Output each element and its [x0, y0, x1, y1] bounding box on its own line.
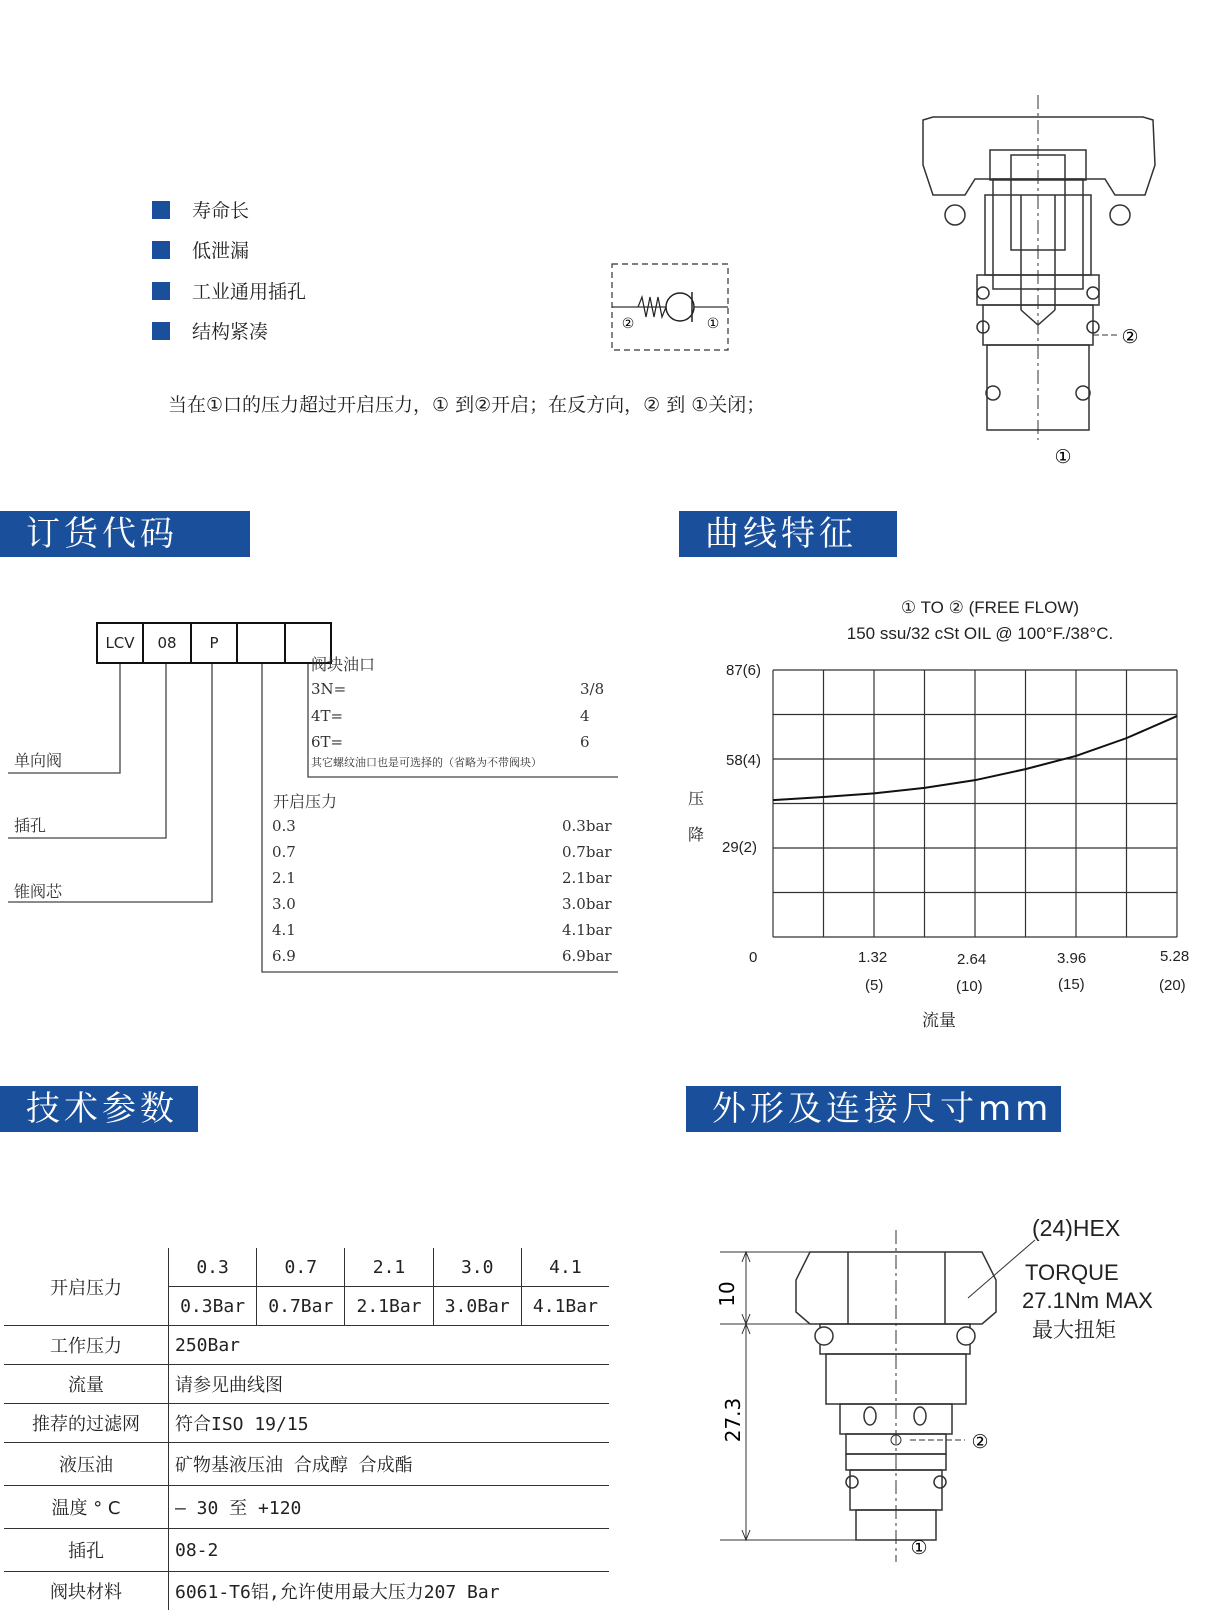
x-tick-label: 1.32	[858, 949, 888, 966]
table-row	[4, 1326, 609, 1365]
table-row	[4, 1248, 609, 1287]
cracking-value: 0.3bar	[562, 817, 612, 835]
param-value: 08-2	[169, 1529, 610, 1572]
x-tick-label: 0	[749, 949, 758, 966]
table-row	[4, 1443, 609, 1486]
x-tick-alt: (20)	[1159, 977, 1186, 994]
label-poppet: 锥阀芯	[14, 882, 63, 901]
bullet-icon	[152, 282, 170, 300]
block-port-code: 4T=	[311, 707, 344, 725]
cracking-value-cell: 3.0Bar	[433, 1287, 521, 1326]
cracking-code: 6.9	[272, 947, 296, 965]
block-port-value: 3/8	[580, 680, 605, 698]
dim-top-label: 10	[715, 1281, 739, 1307]
cracking-code-cell: 3.0	[433, 1248, 521, 1287]
cracking-value-cell: 2.1Bar	[345, 1287, 433, 1326]
x-tick-alt: (10)	[956, 978, 983, 995]
cracking-value: 0.7bar	[562, 843, 612, 861]
port-1-label: ①	[910, 1537, 928, 1559]
table-row	[4, 1486, 609, 1529]
tech-params-table	[4, 1248, 609, 1610]
hex-label: (24)HEX	[1032, 1215, 1121, 1241]
cracking-code-cell: 0.3	[169, 1248, 257, 1287]
cracking-code: 4.1	[272, 921, 296, 939]
param-label: 流量	[4, 1365, 169, 1404]
label-check-valve: 单向阀	[14, 751, 63, 770]
y-tick-label: 29(2)	[722, 839, 758, 856]
x-tick-label: 3.96	[1057, 950, 1087, 967]
port-1-label: ①	[706, 316, 720, 332]
x-tick-label: 5.28	[1160, 948, 1190, 965]
cracking-code-cell: 4.1	[521, 1248, 609, 1287]
block-port-note: 其它螺纹油口也是可选择的（省略为不带阀块）	[311, 756, 542, 769]
y-tick-label: 87(6)	[726, 662, 762, 679]
code-box: P	[190, 622, 238, 664]
check-valve-symbol	[608, 262, 732, 354]
feature-item	[152, 277, 306, 304]
table-row	[4, 1365, 609, 1404]
cracking-code: 0.3	[272, 817, 296, 835]
block-port-value: 6	[580, 733, 590, 751]
param-label: 温度 ° C	[4, 1486, 169, 1529]
code-box: 08	[142, 622, 192, 664]
cracking-value: 4.1bar	[562, 921, 612, 939]
cracking-value: 3.0bar	[562, 895, 612, 913]
bullet-icon	[152, 322, 170, 340]
label-cavity: 插孔	[14, 816, 47, 835]
cracking-code: 2.1	[272, 869, 296, 887]
feature-item	[152, 236, 249, 263]
param-value: – 30 至 +120	[169, 1486, 610, 1529]
param-value: 250Bar	[169, 1326, 610, 1365]
torque-label: TORQUE	[1025, 1260, 1119, 1285]
cracking-code: 3.0	[272, 895, 296, 913]
port-2-label: ②	[1121, 326, 1139, 348]
port-1-label: ①	[1054, 446, 1072, 468]
cracking-value: 6.9bar	[562, 947, 612, 965]
feature-item	[152, 317, 268, 344]
table-row	[4, 1572, 609, 1611]
feature-label: 低泄漏	[192, 240, 250, 262]
cracking-value-cell: 0.7Bar	[257, 1287, 345, 1326]
table-row	[4, 1529, 609, 1572]
x-tick-alt: (15)	[1058, 976, 1085, 993]
param-value: 符合ISO 19/15	[169, 1404, 610, 1443]
bullet-icon	[152, 241, 170, 259]
feature-label: 寿命长	[192, 200, 250, 222]
port-2-label: ②	[971, 1431, 989, 1453]
param-value: 6061-T6铝,允许使用最大压力207 Bar	[175, 1582, 500, 1603]
chart-title: ① TO ② (FREE FLOW)	[900, 598, 1080, 617]
chart-subtitle: 150 ssu/32 cSt OIL @ 100°F./38°C.	[846, 624, 1114, 643]
block-port-code: 6T=	[311, 733, 344, 751]
param-label: 插孔	[4, 1529, 169, 1572]
chart-series-line	[773, 716, 1177, 800]
feature-label: 工业通用插孔	[192, 281, 307, 303]
bullet-icon	[152, 201, 170, 219]
block-port-code: 3N=	[311, 680, 347, 698]
block-port-value: 4	[580, 707, 590, 725]
param-label: 阀块材料	[4, 1572, 169, 1611]
y-tick-label: 58(4)	[726, 752, 762, 769]
cracking-code: 0.7	[272, 843, 296, 861]
table-row	[4, 1404, 609, 1443]
dim-body-label: 27.3	[721, 1397, 745, 1443]
torque-cn-label: 最大扭矩	[1032, 1318, 1116, 1342]
x-axis-label: 流量	[922, 1011, 956, 1030]
section-banner-curve: 曲线特征	[679, 511, 897, 557]
code-box: LCV	[96, 622, 144, 664]
section-banner-ordering: 订货代码	[0, 511, 250, 557]
x-tick-label: 2.64	[957, 951, 987, 968]
param-label: 工作压力	[4, 1326, 169, 1365]
section-banner-dims: 外形及连接尺寸mm	[686, 1086, 1061, 1132]
torque-value: 27.1Nm MAX	[1022, 1288, 1153, 1313]
param-value: 请参见曲线图	[169, 1365, 610, 1404]
param-label: 开启压力	[4, 1248, 169, 1326]
block-port-title: 阀块油口	[311, 655, 376, 674]
outline-drawing	[700, 1200, 1200, 1610]
param-label: 推荐的过滤网	[4, 1404, 169, 1443]
valve-cross-section	[915, 95, 1175, 475]
param-value: 矿物基液压油 合成醇 合成酯	[169, 1443, 610, 1486]
cracking-value-cell: 0.3Bar	[169, 1287, 257, 1326]
y-axis-label: 压 降	[687, 791, 704, 844]
feature-label: 结构紧凑	[192, 321, 269, 343]
x-tick-alt: (5)	[865, 977, 884, 994]
port-2-label: ②	[621, 316, 635, 332]
description: 当在①口的压力超过开启压力，① 到②开启；在反方向，② 到 ①关闭；	[168, 394, 766, 416]
feature-item	[152, 196, 249, 223]
section-banner-tech: 技术参数	[0, 1086, 198, 1132]
cracking-title: 开启压力	[273, 792, 338, 811]
cracking-value-cell: 4.1Bar	[521, 1287, 609, 1326]
cracking-code-cell: 2.1	[345, 1248, 433, 1287]
param-label: 液压油	[4, 1443, 169, 1486]
cracking-code-cell: 0.7	[257, 1248, 345, 1287]
cracking-value: 2.1bar	[562, 869, 612, 887]
